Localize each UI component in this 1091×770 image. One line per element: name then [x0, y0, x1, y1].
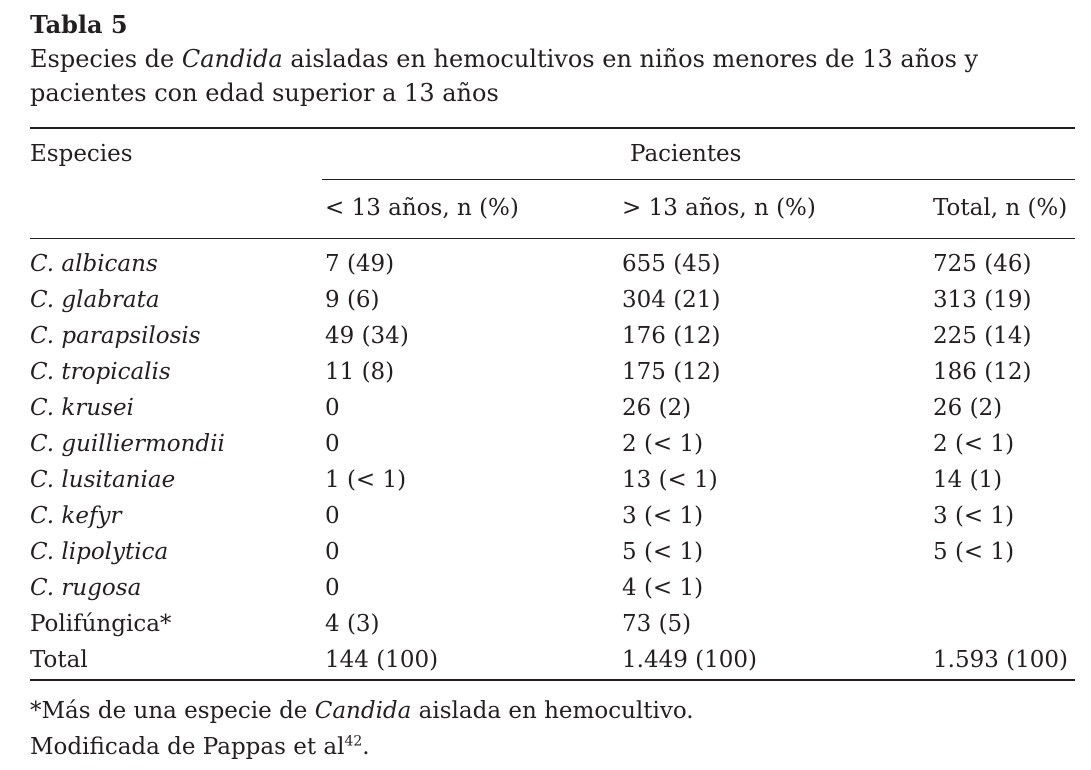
species-cell: C. albicans: [30, 251, 158, 277]
under-13-cell: 4 (3): [325, 611, 380, 637]
source-text: Modificada de Pappas et al: [30, 734, 345, 760]
under-13-cell: 0: [325, 575, 340, 601]
bottom-rule: [30, 679, 1075, 681]
under-13-cell: 11 (8): [325, 359, 395, 385]
under-13-cell: 0: [325, 395, 340, 421]
species-cell: C. krusei: [30, 395, 134, 421]
footnote-source: [30, 732, 370, 762]
over-13-cell: 5 (< 1): [622, 539, 704, 565]
total-cell: 1.593 (100): [933, 647, 1069, 673]
footnote-text-post: aislada en hemocultivo.: [411, 698, 694, 724]
table-caption-line-2: pacientes con edad superior a 13 años: [30, 79, 499, 107]
table-label: Tabla 5: [30, 10, 128, 39]
header-total: Total, n (%): [933, 195, 1068, 221]
under-13-cell: 7 (49): [325, 251, 395, 277]
total-cell: 725 (46): [933, 251, 1032, 277]
header-species: Especies: [30, 141, 133, 167]
over-13-cell: 655 (45): [622, 251, 721, 277]
over-13-cell: 304 (21): [622, 287, 721, 313]
total-cell: 3 (< 1): [933, 503, 1015, 529]
species-cell: C. glabrata: [30, 287, 160, 313]
species-cell: C. tropicalis: [30, 359, 171, 385]
under-13-cell: 0: [325, 503, 340, 529]
top-rule: [30, 127, 1075, 129]
total-cell: 313 (19): [933, 287, 1032, 313]
species-cell: C. kefyr: [30, 503, 122, 529]
species-cell: C. guilliermondii: [30, 431, 225, 457]
over-13-cell: 1.449 (100): [622, 647, 758, 673]
under-13-cell: 1 (< 1): [325, 467, 407, 493]
group-rule: [322, 179, 1075, 180]
total-cell: 2 (< 1): [933, 431, 1015, 457]
total-cell: 186 (12): [933, 359, 1032, 385]
species-cell: C. lusitaniae: [30, 467, 176, 493]
over-13-cell: 73 (5): [622, 611, 692, 637]
header-under-13: < 13 años, n (%): [325, 195, 519, 221]
over-13-cell: 176 (12): [622, 323, 721, 349]
species-cell: C. parapsilosis: [30, 323, 201, 349]
caption-genus: Candida: [181, 45, 283, 73]
footnote-genus: Candida: [314, 698, 412, 724]
header-rule: [30, 238, 1075, 239]
over-13-cell: 13 (< 1): [622, 467, 718, 493]
under-13-cell: 0: [325, 539, 340, 565]
under-13-cell: 144 (100): [325, 647, 439, 673]
caption-text-post: aisladas en hemocultivos en niños menores de 13 años y: [282, 45, 979, 73]
over-13-cell: 26 (2): [622, 395, 692, 421]
total-cell: 5 (< 1): [933, 539, 1015, 565]
data-table: [30, 8, 1075, 768]
species-cell: C. rugosa: [30, 575, 142, 601]
header-pacientes: Pacientes: [630, 141, 742, 167]
total-cell: 225 (14): [933, 323, 1032, 349]
footnote-text-pre: *Más de una especie de: [30, 698, 315, 724]
under-13-cell: 0: [325, 431, 340, 457]
total-cell: 26 (2): [933, 395, 1003, 421]
footnote-polifungica: [30, 696, 694, 726]
over-13-cell: 2 (< 1): [622, 431, 704, 457]
header-over-13: > 13 años, n (%): [622, 195, 816, 221]
over-13-cell: 3 (< 1): [622, 503, 704, 529]
total-cell: 14 (1): [933, 467, 1003, 493]
source-period: .: [362, 734, 370, 760]
table-document: [30, 8, 1075, 760]
over-13-cell: 175 (12): [622, 359, 721, 385]
source-reference: 42: [344, 733, 363, 750]
species-cell: Polifúngica*: [30, 611, 172, 637]
over-13-cell: 4 (< 1): [622, 575, 704, 601]
species-cell: C. lipolytica: [30, 539, 169, 565]
species-cell: Total: [30, 647, 88, 673]
caption-text-pre: Especies de: [30, 45, 182, 73]
under-13-cell: 9 (6): [325, 287, 380, 313]
under-13-cell: 49 (34): [325, 323, 409, 349]
